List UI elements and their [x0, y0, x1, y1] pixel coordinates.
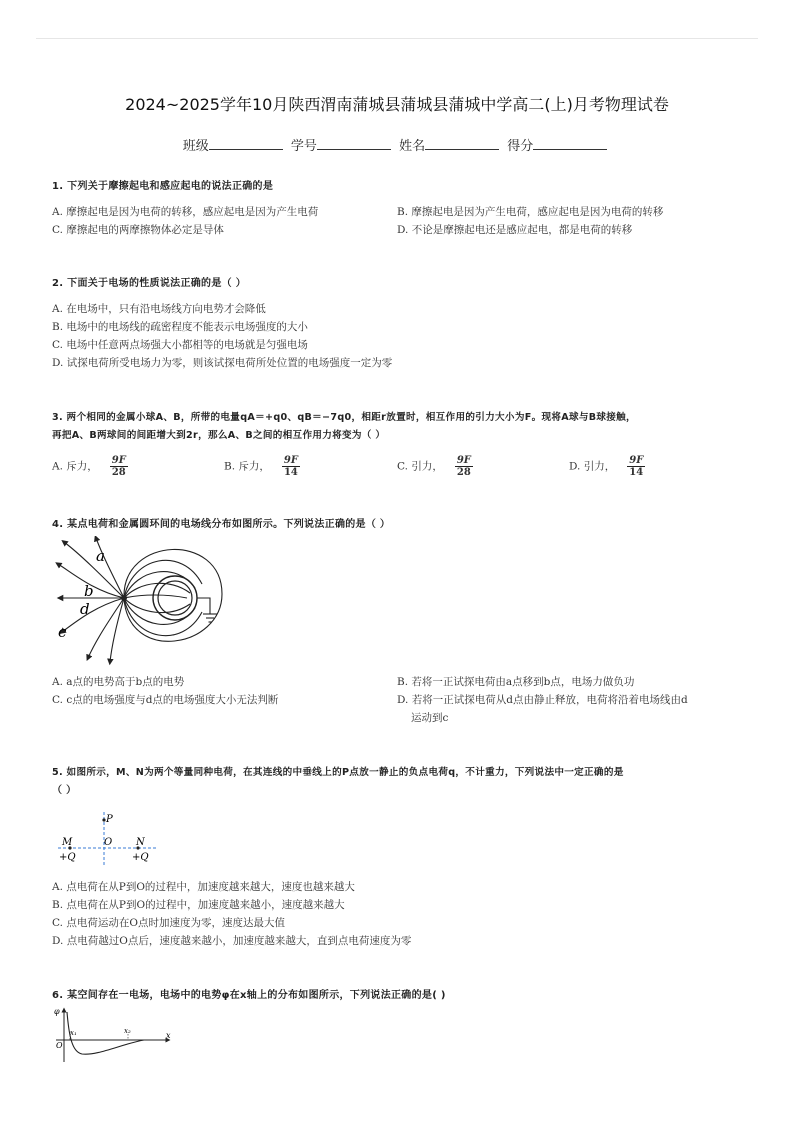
label-x2: x₂ [124, 1027, 131, 1035]
question-2-option-d[interactable]: D. 试探电荷所受电场力为零，则该试探电荷所处位置的电场强度一定为零 [52, 357, 393, 369]
label-m: M [62, 837, 73, 848]
student-id-label: 学号 [290, 139, 317, 154]
question-5-stem-line1: 5. 如图所示，M、N为两个等量同种电荷，在其连线的中垂线上的P点放一静止的负点电荷q，不计重力，下列说法中一定正确的是 [52, 767, 624, 778]
label-x1: x₁ [70, 1029, 77, 1037]
question-4-option-c[interactable]: C. c点的电场强度与d点的电场强度大小无法判断 [52, 694, 279, 706]
class-blank[interactable] [209, 137, 283, 150]
label-o: O [104, 837, 113, 848]
score-label: 得分 [507, 139, 534, 154]
header-divider [36, 38, 758, 39]
potential-graph-figure [52, 1006, 177, 1064]
option-a-label: A. 斥力， [52, 460, 98, 473]
question-3-option-b[interactable] [224, 455, 300, 478]
score-blank[interactable] [533, 137, 607, 150]
fraction-b-numerator: 9F [283, 455, 298, 466]
fraction-d [627, 455, 645, 478]
electric-field-lines-figure [52, 536, 227, 666]
question-5-option-a[interactable]: A. 点电荷在从P到O的过程中，加速度越来越大，速度也越来越大 [52, 881, 355, 893]
question-1-stem: 1. 下列关于摩擦起电和感应起电的说法正确的是 [52, 181, 274, 192]
exam-title: 2024~2025学年10月陕西渭南蒲城县蒲城县蒲城中学高二(上)月考物理试卷 [125, 95, 669, 114]
fraction-a-numerator: 9F [111, 455, 126, 466]
question-4-option-b[interactable]: B. 若将一正试探电荷由a点移到b点，电场力做负功 [397, 676, 635, 688]
name-label: 姓名 [399, 139, 426, 154]
fraction-d-numerator: 9F [629, 455, 644, 466]
label-charge-n: +Q [132, 852, 149, 863]
question-1-option-b[interactable]: B. 摩擦起电是因为产生电荷，感应起电是因为电荷的转移 [397, 206, 664, 218]
label-charge-m: +Q [59, 852, 76, 863]
fraction-c-numerator: 9F [456, 455, 471, 466]
question-3-option-d[interactable] [569, 455, 645, 478]
option-d-label: D. 引力， [569, 460, 616, 473]
question-5-option-c[interactable]: C. 点电荷运动在O点时加速度为零，速度达最大值 [52, 917, 285, 929]
fraction-a-denominator: 28 [111, 467, 126, 478]
question-3-option-c[interactable] [397, 455, 473, 478]
question-2-option-a[interactable]: A. 在电场中，只有沿电场线方向电势才会降低 [52, 303, 266, 315]
question-3-stem-line2: 再把A、B两球间的间距增大到2r，那么A、B之间的相互作用力将变为（ ） [52, 430, 386, 441]
question-1-option-d[interactable]: D. 不论是摩擦起电还是感应起电，都是电荷的转移 [397, 224, 633, 236]
question-4-stem: 4. 某点电荷和金属圆环间的电场线分布如图所示。下列说法正确的是（ ） [52, 519, 391, 530]
fraction-c [455, 455, 473, 478]
question-2-stem: 2. 下面关于电场的性质说法正确的是（ ） [52, 278, 247, 289]
equal-charges-figure [56, 808, 166, 868]
label-n: N [136, 837, 145, 848]
label-phi: φ [54, 1007, 60, 1016]
label-c: c [58, 623, 67, 641]
option-c-label: C. 引力， [397, 460, 443, 473]
fraction-b-denominator: 14 [283, 467, 298, 478]
question-5-stem-line2: （ ） [52, 785, 77, 796]
fraction-a [110, 455, 128, 478]
question-3-option-a[interactable] [52, 455, 128, 478]
class-label: 班级 [182, 139, 209, 154]
student-id-blank[interactable] [317, 137, 391, 150]
label-origin: O [56, 1041, 63, 1050]
question-5-option-d[interactable]: D. 点电荷越过O点后，速度越来越小，加速度越来越大，直到点电荷速度为零 [52, 935, 412, 947]
question-4-option-a[interactable]: A. a点的电势高于b点的电势 [52, 676, 185, 688]
question-2-option-b[interactable]: B. 电场中的电场线的疏密程度不能表示电场强度的大小 [52, 321, 308, 333]
label-b: b [84, 582, 94, 600]
question-6-stem: 6. 某空间存在一电场，电场中的电势φ在x轴上的分布如图所示，下列说法正确的是( ) [52, 990, 446, 1001]
question-3-stem-line1: 3. 两个相同的金属小球A、B，所带的电量qA＝+q0、qB＝−7q0，相距r放置时，相互作用的引力大小为F。现将A球与B球接触， [52, 412, 636, 423]
label-d: d [80, 600, 90, 618]
label-x-axis: x [166, 1031, 171, 1040]
student-info-row [0, 135, 794, 154]
label-p: P [106, 814, 113, 825]
question-1-option-a[interactable]: A. 摩擦起电是因为电荷的转移，感应起电是因为产生电荷 [52, 206, 319, 218]
question-2-option-c[interactable]: C. 电场中任意两点场强大小都相等的电场就是匀强电场 [52, 339, 308, 351]
question-5-option-b[interactable]: B. 点电荷在从P到O的过程中，加速度越来越小，速度越来越大 [52, 899, 345, 911]
question-4-option-d[interactable]: D. 若将一正试探电荷从d点由静止释放，电荷将沿着电场线由d [397, 694, 688, 706]
question-1-option-c[interactable]: C. 摩擦起电的两摩擦物体必定是导体 [52, 224, 224, 236]
label-a: a [96, 547, 105, 565]
fraction-c-denominator: 28 [456, 467, 471, 478]
option-b-label: B. 斥力， [224, 460, 270, 473]
question-4-option-d-continued: 运动到c [411, 712, 449, 724]
name-blank[interactable] [425, 137, 499, 150]
fraction-d-denominator: 14 [629, 467, 644, 478]
fraction-b [282, 455, 300, 478]
